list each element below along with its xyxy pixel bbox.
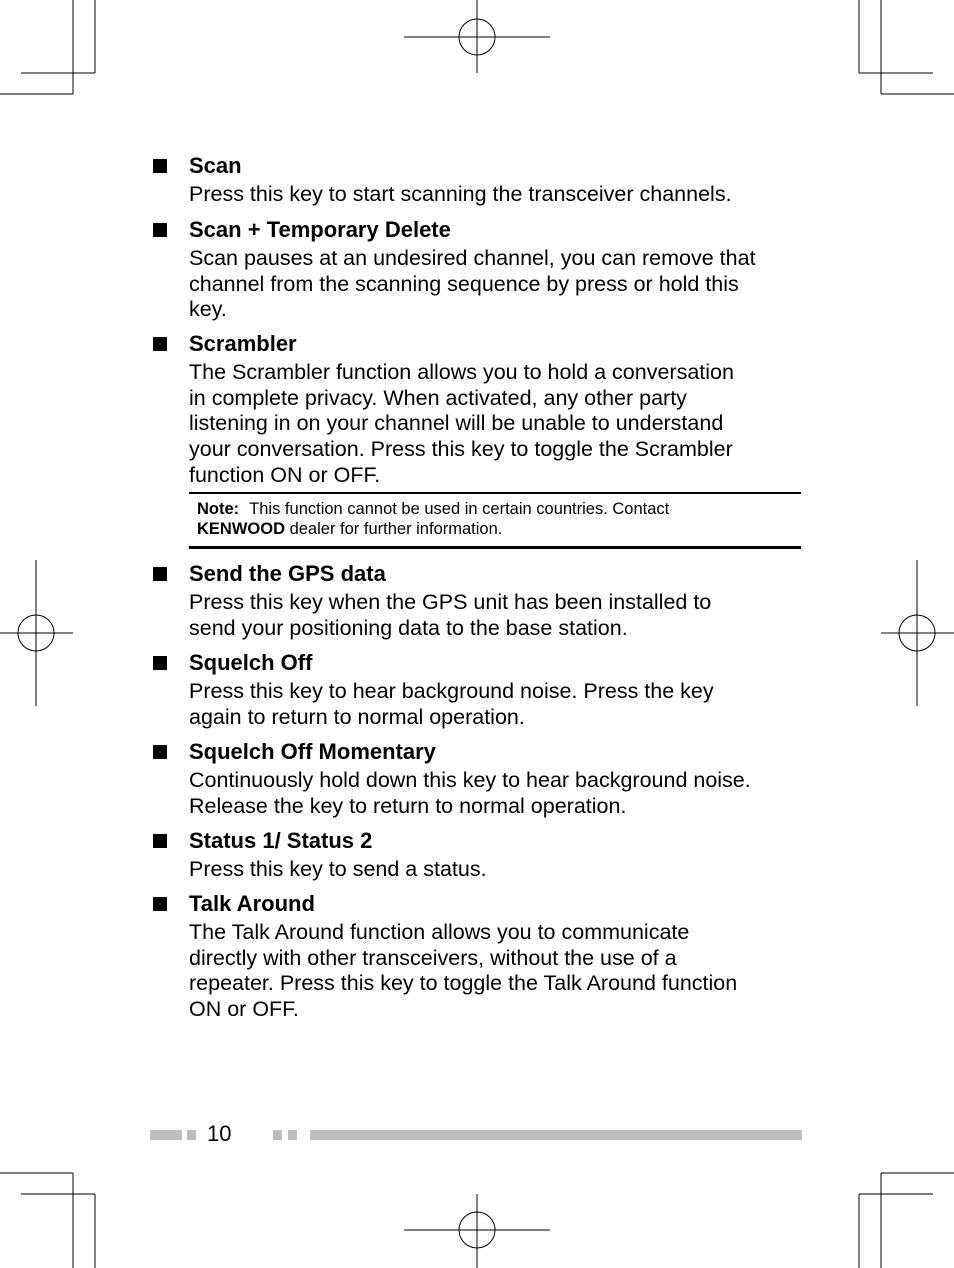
note-text: dealer for further information. — [285, 520, 503, 538]
note-label: Note: — [197, 500, 240, 518]
bullet-square-icon — [153, 159, 167, 173]
bullet-square-icon — [153, 745, 167, 759]
bullet-square-icon — [153, 223, 167, 237]
brand-name: KENWOOD — [197, 520, 285, 538]
bullet-square-icon — [153, 567, 167, 581]
body-line: The Scrambler function allows you to hold a conversation — [189, 360, 734, 384]
body-line: Press this key to hear background noise. Press the key — [189, 679, 714, 703]
section-title: Talk Around — [189, 891, 315, 916]
body-line: channel from the scanning sequence by press or hold this — [189, 271, 739, 296]
bullet-square-icon — [153, 897, 167, 911]
section-body — [189, 246, 809, 323]
section-body — [189, 857, 809, 883]
section-title: Scrambler — [189, 331, 297, 356]
footer-bar-segment — [273, 1130, 282, 1140]
page-number: 10 — [207, 1121, 232, 1146]
footer-bar-segment — [187, 1130, 196, 1140]
bullet-square-icon — [153, 337, 167, 351]
section-title: Squelch Off — [189, 650, 313, 675]
body-line: send your positioning data to the base station. — [189, 615, 628, 640]
footer-bar-segment — [150, 1130, 182, 1140]
section-title: Send the GPS data — [189, 561, 386, 586]
body-line: Press this key when the GPS unit has been installed to — [189, 590, 712, 614]
note-line-1 — [197, 499, 669, 520]
section-title: Squelch Off Momentary — [189, 739, 436, 764]
body-line: Scan pauses at an undesired channel, you can remove that — [189, 246, 756, 270]
body-line: key. — [189, 297, 227, 322]
body-line: Press this key to send a status. — [189, 857, 487, 881]
body-line: ON or OFF. — [189, 997, 299, 1022]
body-line: your conversation. Press this key to toggle the Scrambler — [189, 437, 733, 462]
section-body — [189, 590, 809, 641]
section-body — [189, 768, 809, 819]
section-body — [189, 679, 809, 730]
note-line-2 — [197, 519, 502, 540]
section-title: Status 1/ Status 2 — [189, 828, 373, 853]
body-line: again to return to normal operation. — [189, 704, 525, 729]
body-line: function ON or OFF. — [189, 462, 381, 487]
section-title: Scan + Temporary Delete — [189, 217, 451, 242]
body-line: The Talk Around function allows you to communicate — [189, 920, 690, 944]
footer-bar-segment — [310, 1130, 802, 1140]
section-body — [189, 360, 809, 489]
body-line: listening in on your channel will be unable to understand — [189, 411, 724, 436]
section-body — [189, 182, 809, 208]
body-line: Release the key to return to normal operation. — [189, 793, 627, 818]
body-line: directly with other transceivers, without the use of a — [189, 945, 677, 970]
note-text: This function cannot be used in certain countries. Contact — [249, 500, 670, 518]
note-box — [189, 492, 801, 549]
footer-bar-segment — [288, 1130, 297, 1140]
section-title: Scan — [189, 153, 242, 178]
body-line: Continuously hold down this key to hear background noise. — [189, 768, 751, 792]
bullet-square-icon — [153, 656, 167, 670]
section-body — [189, 920, 809, 1023]
bullet-square-icon — [153, 834, 167, 848]
body-line: Press this key to start scanning the transceiver channels. — [189, 182, 732, 206]
body-line: repeater. Press this key to toggle the Talk Around function — [189, 971, 738, 996]
body-line: in complete privacy. When activated, any other party — [189, 385, 687, 410]
